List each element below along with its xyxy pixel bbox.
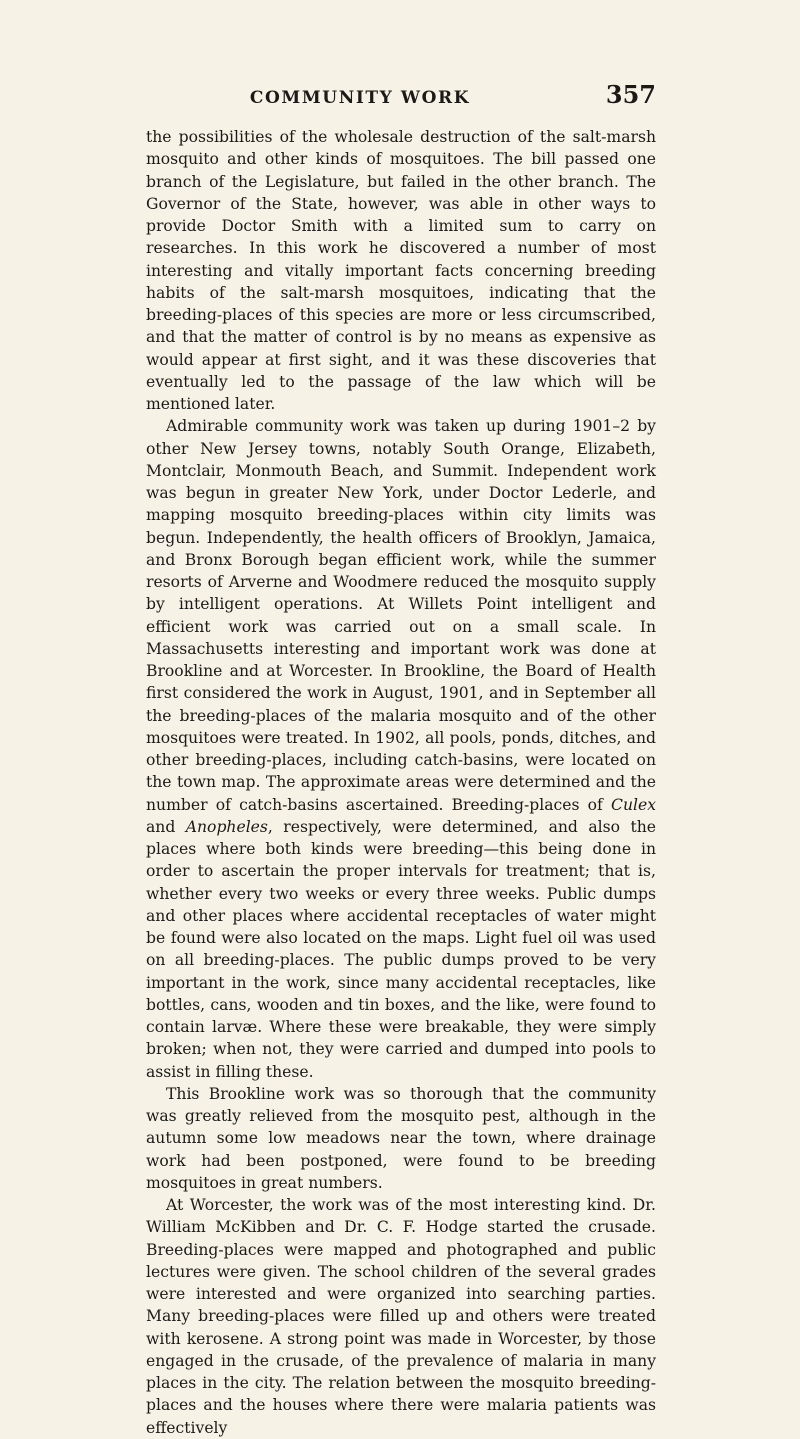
running-title: COMMUNITY WORK: [249, 88, 471, 108]
paragraph: [146, 1194, 656, 1439]
text-run: , respectively, were determined, and also the places where both kinds were breeding—this being done in order to ascertain the proper intervals for treatment; that is, whether every two weeks or every three weeks. Public dumps and other places where accidental receptacles of water might be found were also located on the maps. Light fuel oil was used on all breeding-places. The public dumps proved to be very important in the work, since many accidental receptacles, like bottles, cans, wooden and tin boxes, and the like, were found to contain larvæ. Where these were breakable, they were simply broken; when not, they were carried and dumped into pools to assist in filling these.: [146, 817, 656, 1081]
paragraph: [146, 126, 656, 415]
body-text: [146, 126, 656, 1439]
paragraph: [146, 1083, 656, 1194]
text-run: This Brookline work was so thorough that the community was greatly relieved from the mosquito pest, although in the autumn some low meadows near the town, where drainage work had been postponed, were found to be breeding mosquitoes in great numbers.: [146, 1084, 656, 1192]
italic-term: Anopheles: [185, 817, 268, 836]
paragraph: [146, 415, 656, 1083]
italic-term: Culex: [611, 795, 656, 814]
text-run: and: [146, 817, 186, 836]
running-head: [0, 80, 800, 116]
text-run: the possibilities of the wholesale destruction of the salt-marsh mosquito and other kinds of mosquitoes. The bill passed one branch of the Legislature, but failed in the other branch. The Governor of the State, however, was able in other ways to provide Doctor Smith with a limited sum to carry on researches. In this work he discovered a number of most interesting and vitally important facts concerning breeding habits of the salt-marsh mosquitoes, indicating that the breeding-places of this species are more or less circumscribed, and that the matter of control is by no means as expensive as would appear at first sight, and it was these discoveries that eventually led to the passage of the law which will be mentioned later.: [146, 128, 656, 413]
text-run: At Worcester, the work was of the most interesting kind. Dr. William McKibben and Dr. C. F. Hodge started the crusade. Breeding-places were mapped and photographed and public lectures were given. The school children of the several grades were interested and were organized into searching parties. Many breeding-places were filled up and others were treated with kerosene. A strong point was made in Worcester, by those engaged in the crusade, of the prevalence of malaria in many places in the city. The relation between the mosquito breeding-places and the houses where there were malaria patients was effectively: [146, 1196, 656, 1437]
page-number: 357: [605, 80, 656, 109]
text-run: Admirable community work was taken up during 1901–2 by other New Jersey towns, notably South Orange, Elizabeth, Montclair, Monmouth Beach, and Summit. Independent work was begun in greater New York, under Doctor Lederle, and mapping mosquito breeding-places within city limits was begun. Independently, the health officers of Brooklyn, Jamaica, and Bronx Borough began efficient work, while the summer resorts of Arverne and Woodmere reduced the mosquito supply by intelligent operations. At Willets Point intelligent and efficient work was carried out on a small scale. In Massachusetts interesting and important work was done at Brookline and at Worcester. In Brookline, the Board of Health first considered the work in August, 1901, and in September all the breeding-places of the malaria mosquito and of the other mosquitoes were treated. In 1902, all pools, ponds, ditches, and other breeding-places, including catch-basins, were located on the town map. The approximate areas were determined and the number of catch-basins ascertained. Breeding-places of: [146, 417, 656, 814]
